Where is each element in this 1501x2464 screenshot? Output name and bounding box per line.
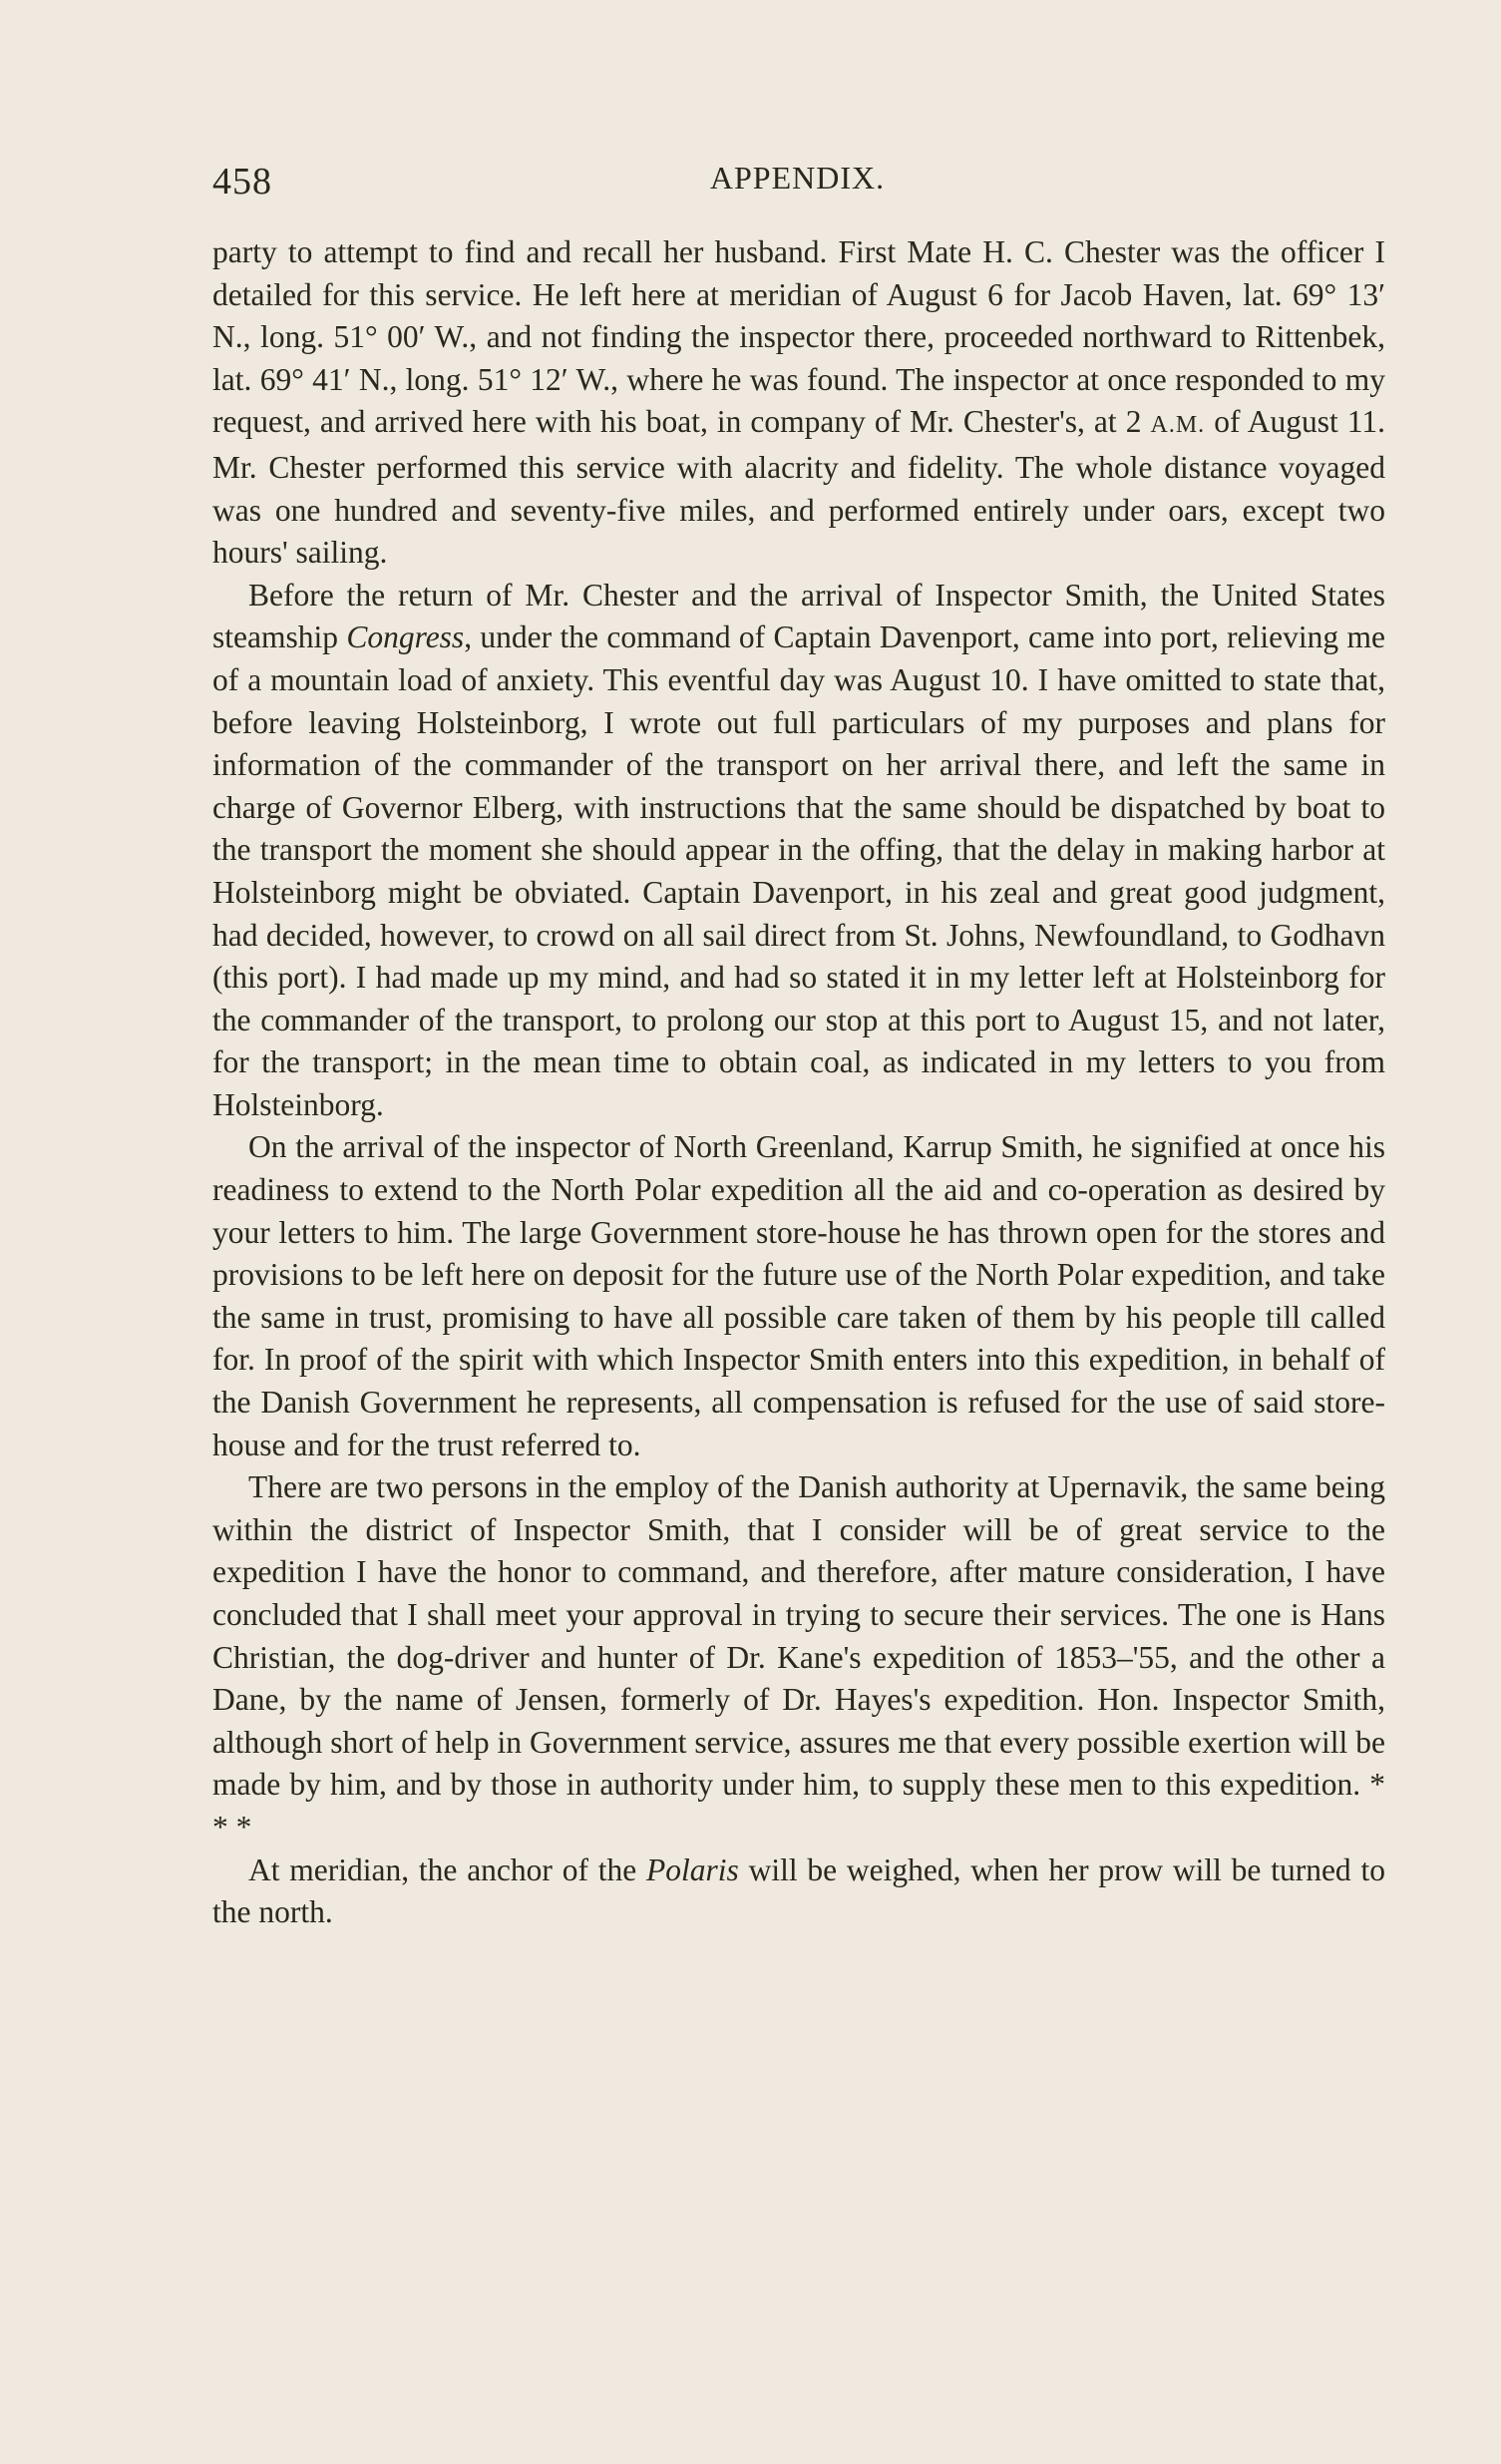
body-text [212,231,1385,1934]
ship-name: Polaris [646,1851,739,1887]
paragraph: On the arrival of the inspector of North Greenland, Karrup Smith, he signified at once his readiness to extend to the North Polar expedition all the aid and co-operation as desired by your letters to him. The large Government store-house he has thrown open for the stores and provisions to be left here on deposit for the future use of the North Polar expedition, and take the same in trust, promising to have all possible care taken of them by his people till called for. In proof of the spirit with which Inspector Smith enters into this expedition, in behalf of the Danish Government he represents, all compensation is refused for the use of said store-house and for the trust referred to. [212,1129,1385,1462]
running-head: APPENDIX. [709,160,886,196]
paragraph-text: of August 11. Mr. Chester performed this service with alacrity and fidelity. The whole distance voyaged was one hundred and seventy-five miles, and performed entirely under oars, except two hours' sailing. [212,404,1386,571]
paragraph: There are two persons in the employ of the Danish authority at Upernavik, the same being within the district of Inspector Smith, that I consider will be of great service to the expedition I have the honor to command, and therefore, after mature consideration, I have concluded that I shall meet your approval in trying to secure their services. The one is Hans Christian, the dog-driver and hunter of Dr. Kane's expedition of 1853–'55, and the other a Dane, by the name of Jensen, formerly of Dr. Hayes's expedition. Hon. Inspector Smith, although short of help in Government service, assures me that every possible exertion will be made by him, and by those in authority under him, to supply these men to this expedition. * * * [212,1469,1385,1845]
paragraph [212,231,1385,575]
ship-name: Congress [346,619,465,655]
paragraph [212,1849,1385,1934]
page-number: 458 [212,161,272,203]
paragraph [212,575,1385,1127]
paragraph-text: will be weighed, when her prow will be turned to the north. [212,1851,1385,1930]
paragraph-text: , under the command of Captain Davenport, came into port, relieving me of a mountain load of anxiety. This eventful day was August 10. I have omitted to state that, before leaving Holsteinborg, I wrote out full particulars of my purposes and plans for information of the commander of the transport on her arrival there, and left the same in charge of Governor Elberg, with instructions that the same should be dispatched by boat to the transport the moment she should appear in the offing, that the delay in making harbor at Holsteinborg might be obviated. Captain Davenport, in his zeal and great good judgment, had decided, however, to crowd on all sail direct from St. Johns, Newfoundland, to Godhavn (this port). I had made up my mind, and had so stated it in my letter left at Holsteinborg for the commander of the transport, to prolong our stop at this port to August 15, and not later, for the transport; in the mean time to obtain coal, as indicated in my letters to you from Holsteinborg. [212,619,1385,1122]
paragraph-text: Before the return of Mr. Chester and the arrival of Inspector Smith, the United States steamship [212,577,1385,655]
paragraph-text: At meridian, the anchor of the [248,1851,647,1887]
paragraph-text: party to attempt to find and recall her husband. First Mate H. C. Chester was the officer I detailed for this service. He left here at meridian of August 6 for Jacob Haven, lat. 69° 13′ N., long. 51° 00′ W., and not finding the inspector there, proceeded northward to Rittenbek, lat. 69° 41′ N., long. 51° 12′ W., where he was found. The inspector at once responded to my request, and arrived here with his boat, in company of Mr. Chester's, at 2 [212,234,1385,440]
time-abbreviation: A.M. [1150,412,1206,439]
